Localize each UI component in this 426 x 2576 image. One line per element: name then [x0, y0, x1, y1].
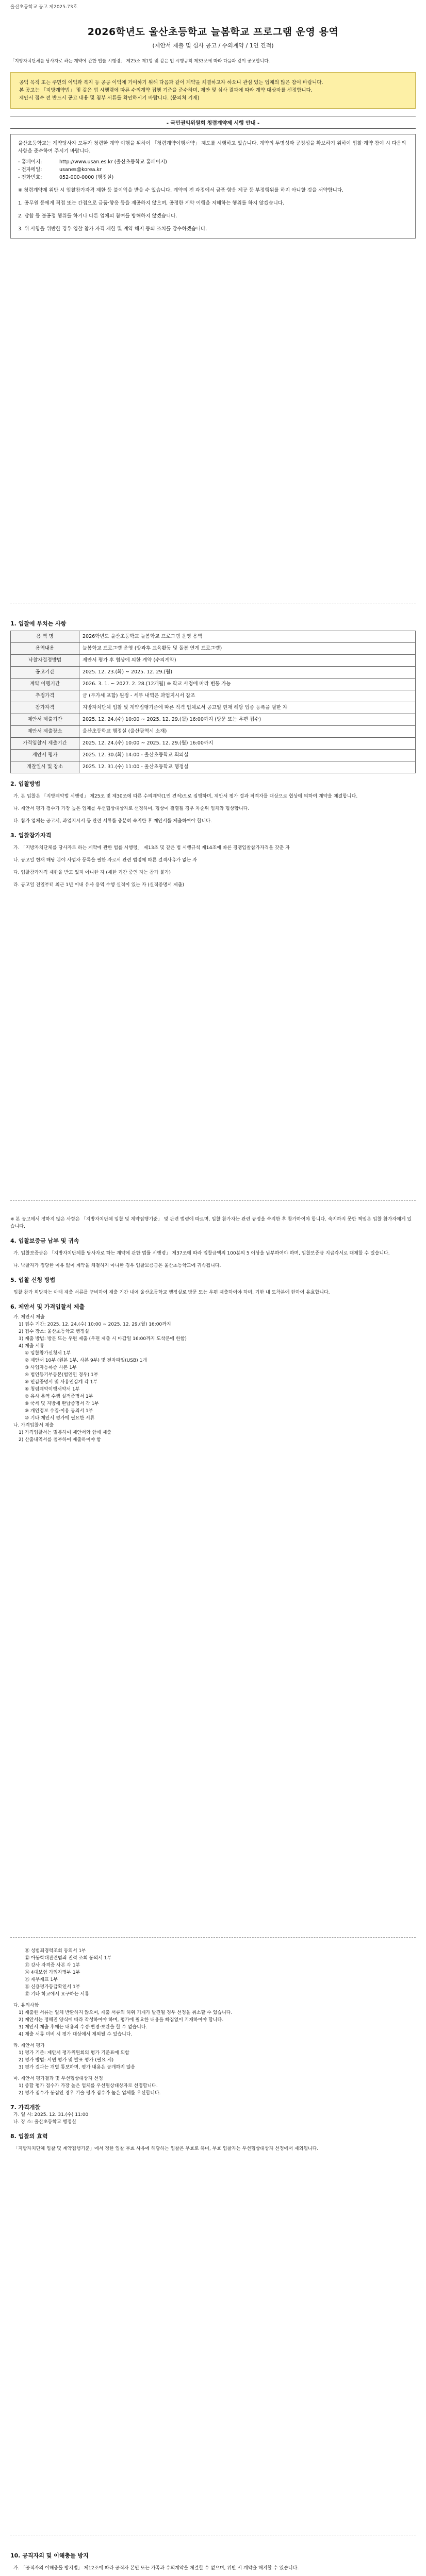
highlight-line: 제안서 접수 전 반드시 공고 내용 및 첨부 서류를 확인하시기 바랍니다. (문의처 기재) — [19, 95, 200, 101]
list-item: 라. 제안서 평가 — [13, 2043, 45, 2048]
list-item: 4) 제출 서류 미비 시 평가 대상에서 제외될 수 있습니다. — [19, 2032, 133, 2037]
page-divider — [10, 1937, 416, 1938]
list-item: ⑧ 국세 및 지방세 완납증명서 각 1부 — [25, 1401, 99, 1406]
list-item: 1) 제출한 서류는 일체 반환하지 않으며, 제출 서류의 허위 기재가 발견될 경우 선정을 취소할 수 있습니다. — [19, 2010, 233, 2015]
list-item: 가. 본 입찰은 「지방계약법 시행령」 제25조 및 제30조에 따른 수의계약(1인 견적)으로 집행하며, 제안서 평가 결과 적격자를 대상으로 협상에 의하여 계약을 체결합니다. — [13, 794, 358, 799]
table-row: 계약 이행기간 2026. 3. 1. ~ 2027. 2. 28.(12개월) ※ 학교 사정에 따라 변동 가능 — [11, 679, 416, 690]
list-item: ⑰ 기타 학교에서 요구하는 서류 — [25, 1992, 89, 1997]
contact-row: - 전자메일: usanes@korea.kr — [18, 167, 102, 173]
list-item: 나. 가격입찰서 제출 — [13, 1423, 54, 1428]
section-heading: 2. 입찰방법 — [10, 781, 41, 787]
document-title: 2026학년도 울산초등학교 늘봄학교 프로그램 운영 용역 — [87, 26, 339, 38]
list-item: 1) 종합 평가 점수가 가장 높은 업체를 우선협상대상자로 선정합니다. — [19, 2083, 158, 2089]
document-subtitle: (제안서 제출 및 심사 공고 / 수의계약 / 1인 견적) — [152, 42, 274, 49]
list-item: 가. 「공직자의 이해충돌 방지법」 제12조에 따라 공직자 본인 또는 가족과 수의계약을 체결할 수 없으며, 위반 시 계약을 해지할 수 있습니다. — [13, 2566, 299, 2571]
integrity-paragraph: 3. 위 사항을 위반한 경우 입찰 참가 자격 제한 및 계약 해지 등의 조치를 감수하겠습니다. — [18, 226, 207, 232]
list-item: ⑩ 기타 제안서 평가에 필요한 서류 — [25, 1416, 95, 1421]
integrity-text: 울산초등학교는 계약당사자 모두가 청렴한 계약 이행을 위하여 「청렴계약이행서약」 제도를 시행하고 있습니다. 계약의 투명성과 공정성을 확보하기 위하여 입찰·계약 참여 시 다음의 사항을 준수하여 주시기 바랍니다. — [18, 141, 406, 154]
section-heading: 1. 입찰에 부치는 사항 — [10, 620, 67, 627]
table-row: 제안서 제출기간 2025. 12. 24.(수) 10:00 ~ 2025. 12. 29.(월) 16:00까지 (방문 또는 우편 접수) — [11, 714, 416, 726]
list-item: 다. 유의사항 — [13, 2003, 39, 2008]
list-item: ⑤ 인감증명서 및 사용인감계 각 1부 — [25, 1380, 98, 1385]
highlight-line: 공익 목적 또는 주민의 이익과 복지 등 공공 이익에 기여하기 위해 다음과 같이 계약을 체결하고자 하오니 관심 있는 업체의 많은 참여 바랍니다. — [19, 80, 323, 86]
table-row: 참가자격 지방자치단체 입찰 및 계약집행기준에 따른 적격 업체로서 공고일 현재 해당 업종 등록을 필한 자 — [11, 702, 416, 714]
table-row: 추정가격 금 (부가세 포함) 원정 - 세부 내역은 과업지시서 참조 — [11, 690, 416, 702]
list-item: 2) 제안서는 정해진 양식에 따라 작성하여야 하며, 평가에 필요한 내용을 빠짐없이 기재하여야 합니다. — [19, 2018, 224, 2023]
table-row: 개찰일시 및 장소 2025. 12. 31.(수) 11:00 - 울산초등학교 행정실 — [11, 761, 416, 773]
table-row: 용 역 명 2026학년도 울산초등학교 늘봄학교 프로그램 운영 용역 — [11, 631, 416, 643]
contact-row: - 전화번호: 052-000-0000 (행정실) — [18, 175, 114, 180]
integrity-heading: - 국민권익위원회 청렴계약제 시행 안내 - — [10, 116, 416, 129]
list-item: ⑫ 아동학대관련범죄 전력 조회 동의서 1부 — [25, 1956, 112, 1961]
integrity-box — [10, 134, 416, 239]
page-4 — [10, 2545, 416, 2576]
list-item: 3) 제출 방법: 방문 또는 우편 제출 (우편 제출 시 마감일 16:00까지 도착분에 한함) — [19, 1336, 187, 1342]
table-row: 용역내용 늘봄학교 프로그램 운영 (방과후 교육활동 및 돌봄 연계 프로그램) — [11, 643, 416, 655]
contact-list — [18, 158, 408, 181]
list-item: ⑮ 재무제표 1부 — [25, 1977, 58, 1982]
page-3 — [10, 1947, 416, 2153]
section-heading: 8. 입찰의 효력 — [10, 2133, 48, 2140]
list-item: ⑦ 유사 용역 수행 실적증명서 1부 — [25, 1394, 93, 1399]
section-heading: 5. 입찰 신청 방법 — [10, 1277, 56, 1283]
list-item: ④ 법인등기부등본(법인인 경우) 1부 — [25, 1372, 99, 1378]
list-item: 3) 평가 결과는 개별 통보하며, 평가 내용은 공개하지 않음 — [19, 2065, 136, 2070]
paragraph: 「지방자치단체 입찰 및 계약집행기준」에서 정한 입찰 무효 사유에 해당하는 입찰은 무효로 하며, 무효 입찰자는 우선협상대상자 선정에서 제외됩니다. — [13, 2146, 319, 2151]
paragraph: 입찰 참가 희망자는 아래 제출 서류를 구비하여 제출 기간 내에 울산초등학교 행정실로 방문 또는 우편 제출하여야 하며, 기한 내 도착분에 한하여 유효합니다. — [13, 1290, 330, 1295]
notice-number: 울산초등학교 공고 제2025-73호 — [10, 5, 78, 10]
table-row: 제안서 제출장소 울산초등학교 행정실 (울산광역시 소재) — [11, 726, 416, 738]
bid-info-table — [10, 631, 416, 773]
list-item: 4) 제출 서류 — [19, 1344, 44, 1349]
table-row: 제안서 평가 2025. 12. 30.(화) 14:00 - 울산초등학교 회의실 — [11, 750, 416, 761]
list-item: 나. 낙찰자가 정당한 이유 없이 계약을 체결하지 아니한 경우 입찰보증금은 울산초등학교에 귀속됩니다. — [13, 1263, 221, 1268]
list-item: ⑨ 개인정보 수집·이용 동의서 1부 — [25, 1409, 93, 1414]
list-item: 가. 「지방자치단체를 당사자로 하는 계약에 관한 법률 시행령」 제13조 및 같은 법 시행규칙 제14조에 따른 경쟁입찰참가자격을 갖춘 자 — [13, 845, 290, 851]
integrity-paragraph: 2. 담합 등 불공정 행위를 하거나 다른 업체의 참여를 방해하지 않겠습니다. — [18, 213, 177, 219]
list-item: 가. 제안서 제출 — [13, 1315, 45, 1320]
section-heading: 3. 입찰참가자격 — [10, 832, 52, 839]
list-item: 나. 공고일 현재 해당 분야 사업자 등록을 필한 자로서 관련 법령에 따른 결격사유가 없는 자 — [13, 858, 197, 863]
list-item: 1) 접수 기간: 2025. 12. 24.(수) 10:00 ~ 2025. 12. 29.(월) 16:00까지 — [19, 1322, 171, 1327]
list-item: 2) 평가 방법: 서면 평가 및 발표 평가 (필요 시) — [19, 2058, 114, 2063]
list-item: 나. 장 소: 울산초등학교 행정실 — [13, 2120, 76, 2125]
list-item: 2) 산출내역서를 첨부하여 제출하여야 함 — [19, 1437, 101, 1443]
list-item: ① 입찰참가신청서 1부 — [25, 1351, 71, 1356]
list-item: 라. 공고일 전일부터 최근 1년 이내 유사 용역 수행 실적이 있는 자 (실적증명서 제출) — [13, 883, 185, 888]
section-heading: 10. 공직자의 및 이해충돌 방지 — [10, 2552, 89, 2559]
integrity-paragraph: ※ 청렴계약제 위반 시 입찰참가자격 제한 등 불이익을 받을 수 있습니다. 계약의 전 과정에서 금품·향응 제공 등 부정행위를 하지 아니할 것을 서약합니다. — [18, 188, 344, 193]
table-row: 공고기간 2025. 12. 23.(화) ~ 2025. 12. 29.(월) — [11, 667, 416, 679]
integrity-paragraph: 1. 공무원 등에게 직접 또는 간접으로 금품·향응 등을 제공하지 않으며, 공정한 계약 이행을 저해하는 행위를 하지 않겠습니다. — [18, 200, 285, 206]
section-heading: 4. 입찰보증금 납부 및 귀속 — [10, 1238, 79, 1244]
list-item: ⑭ 4대보험 가입자명부 1부 — [25, 1970, 80, 1975]
list-item: 가. 일 시: 2025. 12. 31.(수) 11:00 — [13, 2112, 89, 2117]
list-item: ⑯ 신용평가등급확인서 1부 — [25, 1985, 80, 1990]
table-row: 낙찰자결정방법 제안서 평가 후 협상에 의한 계약 (수의계약) — [11, 655, 416, 667]
list-item: ⑬ 강사 자격증 사본 각 1부 — [25, 1963, 80, 1968]
list-item: 다. 참가 업체는 공고서, 과업지시서 등 관련 서류를 충분히 숙지한 후 제안서를 제출하여야 합니다. — [13, 819, 212, 824]
list-item: 1) 가격입찰서는 밀봉하여 제안서와 함께 제출 — [19, 1430, 112, 1435]
list-item: 마. 제안서 평가결과 및 우선협상대상자 선정 — [13, 2076, 103, 2081]
section-heading: 6. 제안서 및 가격입찰서 제출 — [10, 1303, 85, 1310]
page-divider — [10, 1200, 416, 1201]
section-heading: 7. 가격개찰 — [10, 2104, 41, 2111]
highlight-box — [10, 72, 416, 109]
list-item: 2) 접수 장소: 울산초등학교 행정실 — [19, 1329, 89, 1334]
legal-basis: 「지방자치단체를 당사자로 하는 계약에 관한 법률 시행령」 제25조 제1항 및 같은 법 시행규칙 제33조에 따라 다음과 같이 공고합니다. — [10, 59, 270, 64]
list-item: 다. 입찰참가자격 제한을 받고 있지 아니한 자 (제한 기간 중인 자는 참가 불가) — [13, 870, 171, 875]
highlight-line: 본 공고는 「지방계약법」 및 같은 법 시행령에 따른 수의계약 집행 기준을 준수하며, 제안 및 심사 결과에 따라 계약 대상자를 선정합니다. — [19, 88, 313, 93]
page-1 — [10, 3, 416, 239]
section-1 — [10, 613, 416, 889]
list-item: 가. 입찰보증금은 「지방자치단체를 당사자로 하는 계약에 관한 법률 시행령」 제37조에 따라 입찰금액의 100분의 5 이상을 납부하여야 하며, 입찰보증금 지급각서로 대체할 수 있습니다. — [13, 1251, 390, 1256]
page-intro: ※ 본 공고에서 정하지 않은 사항은 「지방자치단체 입찰 및 계약집행기준」 및 관련 법령에 따르며, 입찰 참가자는 관련 규정을 숙지한 후 참가하여야 합니다. 숙지하지 못한 책임은 입찰 참가자에게 있습니다. — [10, 1217, 412, 1229]
list-item: 1) 평가 기준: 제안서 평가위원회의 평가 기준표에 의함 — [19, 2050, 129, 2056]
table-row: 가격입찰서 제출기간 2025. 12. 24.(수) 10:00 ~ 2025. 12. 29.(월) 16:00까지 — [11, 738, 416, 750]
list-item: 2) 평가 점수가 동점인 경우 기술 평가 점수가 높은 업체를 우선합니다. — [19, 2091, 161, 2096]
list-item: ② 제안서 10부 (원본 1부, 사본 9부) 및 전자파일(USB) 1개 — [25, 1358, 147, 1363]
list-item: ③ 사업자등록증 사본 1부 — [25, 1365, 77, 1370]
list-item: 나. 제안서 평가 점수가 가장 높은 업체를 우선협상대상자로 선정하며, 협상이 결렬될 경우 차순위 업체와 협상합니다. — [13, 806, 250, 811]
page-2 — [10, 1211, 416, 1444]
list-item: ⑪ 성범죄경력조회 동의서 1부 — [25, 1948, 86, 1954]
list-item: ⑥ 청렴계약이행서약서 1부 — [25, 1387, 80, 1392]
list-item: 3) 제안서 제출 후에는 내용의 수정·변경·보완을 할 수 없습니다. — [19, 2025, 148, 2030]
contact-row: - 홈페이지: http://www.usan.es.kr (울산초등학교 홈페이지) — [18, 159, 167, 165]
